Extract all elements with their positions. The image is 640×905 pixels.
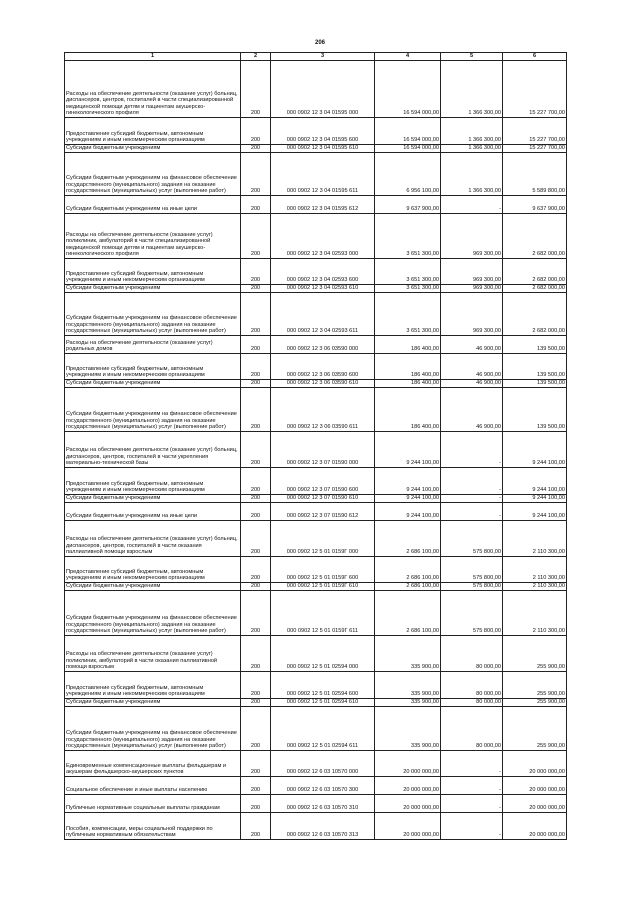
row-budget-code: 000 0902 12 3 06 03590 611 xyxy=(271,388,375,432)
row-executed-amount: 969 300,00 xyxy=(441,285,503,293)
row-budget-code: 000 0902 12 5 01 0159Г 000 xyxy=(271,521,375,557)
row-budget-code: 000 0902 12 3 04 02593 610 xyxy=(271,285,375,293)
row-remaining-amount: 2 110 300,00 xyxy=(503,521,567,557)
table-row xyxy=(65,707,567,751)
row-admin-code: 200 xyxy=(241,61,271,118)
row-name: Предоставление субсидий бюджетным, автономным учреждениям и иным некоммерческим организациям xyxy=(65,468,241,495)
row-executed-amount: 969 300,00 xyxy=(441,214,503,259)
header-col-6: 6 xyxy=(503,53,567,61)
table-row xyxy=(65,777,567,795)
row-remaining-amount: 139 500,00 xyxy=(503,336,567,354)
row-budget-code: 000 0902 12 3 07 01590 610 xyxy=(271,495,375,503)
row-name: Субсидии бюджетным учреждениям xyxy=(65,145,241,153)
row-admin-code: 200 xyxy=(241,354,271,380)
row-budget-code: 000 0902 12 3 06 03590 610 xyxy=(271,380,375,388)
row-name: Расходы на обеспечение деятельности (оказание услуг) больниц, диспансеров, центров, госпиталей в части оказания паллиативной помощи взрослым xyxy=(65,521,241,557)
row-admin-code: 200 xyxy=(241,145,271,153)
header-col-1: 1 xyxy=(65,53,241,61)
table-row xyxy=(65,583,567,591)
row-admin-code: 200 xyxy=(241,336,271,354)
row-executed-amount: 1 366 300,00 xyxy=(441,118,503,145)
row-admin-code: 200 xyxy=(241,196,271,214)
row-budget-code: 000 0902 12 3 04 02593 611 xyxy=(271,293,375,336)
row-executed-amount: 80 000,00 xyxy=(441,672,503,699)
row-name: Субсидии бюджетным учреждениям xyxy=(65,495,241,503)
row-approved-amount: 335 900,00 xyxy=(375,636,441,672)
row-remaining-amount: 255 900,00 xyxy=(503,699,567,707)
row-name: Субсидии бюджетным учреждениям на финансовое обеспечение государственного (муниципального) задания на оказание государственных (муниципальных) услуг (выполнение работ) xyxy=(65,591,241,636)
row-remaining-amount: 5 589 800,00 xyxy=(503,153,567,196)
row-admin-code: 200 xyxy=(241,591,271,636)
row-executed-amount: - xyxy=(441,495,503,503)
row-executed-amount: 46 900,00 xyxy=(441,336,503,354)
row-admin-code: 200 xyxy=(241,813,271,840)
row-admin-code: 200 xyxy=(241,293,271,336)
row-admin-code: 200 xyxy=(241,153,271,196)
row-remaining-amount: 9 244 100,00 xyxy=(503,495,567,503)
row-remaining-amount: 2 682 000,00 xyxy=(503,285,567,293)
row-admin-code: 200 xyxy=(241,699,271,707)
row-admin-code: 200 xyxy=(241,380,271,388)
row-budget-code: 000 0902 12 3 04 02593 000 xyxy=(271,214,375,259)
row-admin-code: 200 xyxy=(241,583,271,591)
row-remaining-amount: 255 900,00 xyxy=(503,636,567,672)
row-admin-code: 200 xyxy=(241,432,271,468)
row-executed-amount: 1 366 300,00 xyxy=(441,145,503,153)
table-row xyxy=(65,388,567,432)
table-row xyxy=(65,354,567,380)
row-approved-amount: 335 900,00 xyxy=(375,672,441,699)
row-approved-amount: 335 900,00 xyxy=(375,707,441,751)
row-remaining-amount: 255 900,00 xyxy=(503,707,567,751)
row-name: Расходы на обеспечение деятельности (оказание услуг) поликлиник, амбулаторий в части специализированной медицинской помощи детям и пациентам акушерско-гинекологического профиля xyxy=(65,214,241,259)
row-budget-code: 000 0902 12 6 03 10570 300 xyxy=(271,777,375,795)
row-approved-amount: 3 651 300,00 xyxy=(375,293,441,336)
table-row xyxy=(65,591,567,636)
row-executed-amount: 80 000,00 xyxy=(441,636,503,672)
row-budget-code: 000 0902 12 5 01 02594 611 xyxy=(271,707,375,751)
row-budget-code: 000 0902 12 3 04 01595 611 xyxy=(271,153,375,196)
row-executed-amount: 46 900,00 xyxy=(441,388,503,432)
table-row xyxy=(65,380,567,388)
row-name: Субсидии бюджетным учреждениям на иные цели xyxy=(65,196,241,214)
row-remaining-amount: 139 500,00 xyxy=(503,380,567,388)
row-executed-amount: - xyxy=(441,432,503,468)
row-admin-code: 200 xyxy=(241,259,271,285)
row-remaining-amount: 9 244 100,00 xyxy=(503,432,567,468)
row-admin-code: 200 xyxy=(241,503,271,521)
row-executed-amount: 969 300,00 xyxy=(441,293,503,336)
row-budget-code: 000 0902 12 5 01 0159Г 611 xyxy=(271,591,375,636)
row-budget-code: 000 0902 12 6 03 10570 000 xyxy=(271,751,375,777)
row-remaining-amount: 139 500,00 xyxy=(503,354,567,380)
row-name: Пособия, компенсации, меры социальной поддержки по публичным нормативным обязательствам xyxy=(65,813,241,840)
table-row xyxy=(65,61,567,118)
row-admin-code: 200 xyxy=(241,672,271,699)
row-name: Субсидии бюджетным учреждениям на финансовое обеспечение государственного (муниципального) задания на оказание государственных (муниципальных) услуг (выполнение работ) xyxy=(65,707,241,751)
row-admin-code: 200 xyxy=(241,751,271,777)
row-executed-amount: - xyxy=(441,795,503,813)
row-approved-amount: 186 400,00 xyxy=(375,336,441,354)
row-budget-code: 000 0902 12 3 06 03590 000 xyxy=(271,336,375,354)
row-remaining-amount: 20 000 000,00 xyxy=(503,751,567,777)
row-approved-amount: 3 651 300,00 xyxy=(375,285,441,293)
row-approved-amount: 3 651 300,00 xyxy=(375,259,441,285)
row-name: Субсидии бюджетным учреждениям на иные цели xyxy=(65,503,241,521)
row-approved-amount: 9 244 100,00 xyxy=(375,468,441,495)
row-executed-amount: 46 900,00 xyxy=(441,380,503,388)
table-row xyxy=(65,521,567,557)
row-executed-amount: - xyxy=(441,751,503,777)
row-remaining-amount: 2 110 300,00 xyxy=(503,583,567,591)
row-budget-code: 000 0902 12 3 07 01590 000 xyxy=(271,432,375,468)
row-approved-amount: 186 400,00 xyxy=(375,380,441,388)
row-executed-amount: - xyxy=(441,503,503,521)
row-approved-amount: 20 000 000,00 xyxy=(375,813,441,840)
header-col-5: 5 xyxy=(441,53,503,61)
row-name: Предоставление субсидий бюджетным, автономным учреждениям и иным некоммерческим организациям xyxy=(65,557,241,583)
row-budget-code: 000 0902 12 5 01 0159Г 610 xyxy=(271,583,375,591)
table-row xyxy=(65,636,567,672)
table-row xyxy=(65,259,567,285)
row-admin-code: 200 xyxy=(241,495,271,503)
row-admin-code: 200 xyxy=(241,795,271,813)
row-name: Предоставление субсидий бюджетным, автономным учреждениям и иным некоммерческим организациям xyxy=(65,354,241,380)
row-approved-amount: 186 400,00 xyxy=(375,388,441,432)
row-name: Расходы на обеспечение деятельности (оказание услуг) больниц, диспансеров, центров, госпиталей в части специализированной медицинской помощи детям и пациентам акушерско-гинекологического профиля xyxy=(65,61,241,118)
row-executed-amount: - xyxy=(441,468,503,495)
row-executed-amount: 1 366 300,00 xyxy=(441,61,503,118)
row-name: Субсидии бюджетным учреждениям на финансовое обеспечение государственного (муниципального) задания на оказание государственных (муниципальных) услуг (выполнение работ) xyxy=(65,293,241,336)
table-row xyxy=(65,196,567,214)
row-approved-amount: 9 244 100,00 xyxy=(375,495,441,503)
row-name: Субсидии бюджетным учреждениям на финансовое обеспечение государственного (муниципального) задания на оказание государственных (муниципальных) услуг (выполнение работ) xyxy=(65,153,241,196)
table-header-row xyxy=(65,53,567,61)
row-admin-code: 200 xyxy=(241,777,271,795)
row-executed-amount: - xyxy=(441,777,503,795)
table-row xyxy=(65,285,567,293)
table-row xyxy=(65,503,567,521)
row-approved-amount: 16 594 000,00 xyxy=(375,145,441,153)
table-row xyxy=(65,751,567,777)
table-row xyxy=(65,468,567,495)
row-executed-amount: - xyxy=(441,196,503,214)
row-executed-amount: 575 800,00 xyxy=(441,557,503,583)
header-col-2: 2 xyxy=(241,53,271,61)
row-approved-amount: 186 400,00 xyxy=(375,354,441,380)
table-row xyxy=(65,153,567,196)
row-name: Публичные нормативные социальные выплаты гражданам xyxy=(65,795,241,813)
row-admin-code: 200 xyxy=(241,118,271,145)
row-approved-amount: 2 686 100,00 xyxy=(375,591,441,636)
row-budget-code: 000 0902 12 5 01 0159Г 600 xyxy=(271,557,375,583)
row-name: Единовременные компенсационные выплаты фельдшерам и акушерам фельдшерско-акушерских пунктов xyxy=(65,751,241,777)
row-approved-amount: 20 000 000,00 xyxy=(375,751,441,777)
row-remaining-amount: 15 227 700,00 xyxy=(503,145,567,153)
row-approved-amount: 20 000 000,00 xyxy=(375,795,441,813)
table-row xyxy=(65,795,567,813)
table-row xyxy=(65,118,567,145)
row-executed-amount: - xyxy=(441,813,503,840)
row-budget-code: 000 0902 12 3 04 01595 600 xyxy=(271,118,375,145)
row-name: Расходы на обеспечение деятельности (оказание услуг) родильных домов xyxy=(65,336,241,354)
row-remaining-amount: 2 110 300,00 xyxy=(503,557,567,583)
row-budget-code: 000 0902 12 3 04 01595 610 xyxy=(271,145,375,153)
row-name: Социальное обеспечение и иные выплаты населению xyxy=(65,777,241,795)
table-body xyxy=(65,61,567,840)
row-remaining-amount: 9 244 100,00 xyxy=(503,468,567,495)
row-budget-code: 000 0902 12 3 04 01595 000 xyxy=(271,61,375,118)
row-admin-code: 200 xyxy=(241,557,271,583)
row-budget-code: 000 0902 12 3 04 02593 600 xyxy=(271,259,375,285)
row-remaining-amount: 20 000 000,00 xyxy=(503,795,567,813)
row-remaining-amount: 15 227 700,00 xyxy=(503,118,567,145)
row-admin-code: 200 xyxy=(241,707,271,751)
row-admin-code: 200 xyxy=(241,468,271,495)
row-budget-code: 000 0902 12 5 01 02594 610 xyxy=(271,699,375,707)
row-executed-amount: 969 300,00 xyxy=(441,259,503,285)
row-admin-code: 200 xyxy=(241,285,271,293)
row-admin-code: 200 xyxy=(241,214,271,259)
row-remaining-amount: 20 000 000,00 xyxy=(503,813,567,840)
row-name: Расходы на обеспечение деятельности (оказание услуг) поликлиник, амбулаторий в части оказания паллиативной помощи взрослым xyxy=(65,636,241,672)
row-budget-code: 000 0902 12 6 03 10570 310 xyxy=(271,795,375,813)
table-row xyxy=(65,432,567,468)
row-remaining-amount: 20 000 000,00 xyxy=(503,777,567,795)
row-executed-amount: 1 366 300,00 xyxy=(441,153,503,196)
row-admin-code: 200 xyxy=(241,636,271,672)
table-row xyxy=(65,813,567,840)
row-executed-amount: 80 000,00 xyxy=(441,707,503,751)
row-name: Предоставление субсидий бюджетным, автономным учреждениям и иным некоммерческим организациям xyxy=(65,259,241,285)
row-approved-amount: 335 900,00 xyxy=(375,699,441,707)
row-remaining-amount: 9 637 900,00 xyxy=(503,196,567,214)
row-approved-amount: 9 244 100,00 xyxy=(375,503,441,521)
row-executed-amount: 80 000,00 xyxy=(441,699,503,707)
row-name: Предоставление субсидий бюджетным, автономным учреждениям и иным некоммерческим организациям xyxy=(65,118,241,145)
row-budget-code: 000 0902 12 5 01 02594 000 xyxy=(271,636,375,672)
table-row xyxy=(65,145,567,153)
row-executed-amount: 575 800,00 xyxy=(441,583,503,591)
row-budget-code: 000 0902 12 5 01 02594 600 xyxy=(271,672,375,699)
row-approved-amount: 20 000 000,00 xyxy=(375,777,441,795)
row-approved-amount: 6 956 100,00 xyxy=(375,153,441,196)
row-approved-amount: 2 686 100,00 xyxy=(375,521,441,557)
row-approved-amount: 9 244 100,00 xyxy=(375,432,441,468)
row-admin-code: 200 xyxy=(241,388,271,432)
row-remaining-amount: 2 682 000,00 xyxy=(503,214,567,259)
row-executed-amount: 575 800,00 xyxy=(441,591,503,636)
budget-table xyxy=(64,52,567,840)
table-row xyxy=(65,699,567,707)
row-budget-code: 000 0902 12 3 06 03590 600 xyxy=(271,354,375,380)
row-approved-amount: 16 594 000,00 xyxy=(375,61,441,118)
row-name: Субсидии бюджетным учреждениям xyxy=(65,380,241,388)
row-admin-code: 200 xyxy=(241,521,271,557)
row-executed-amount: 46 900,00 xyxy=(441,354,503,380)
row-approved-amount: 9 637 900,00 xyxy=(375,196,441,214)
row-name: Субсидии бюджетным учреждениям xyxy=(65,583,241,591)
row-name: Субсидии бюджетным учреждениям xyxy=(65,699,241,707)
row-approved-amount: 2 686 100,00 xyxy=(375,583,441,591)
row-remaining-amount: 2 110 300,00 xyxy=(503,591,567,636)
row-budget-code: 000 0902 12 3 07 01590 612 xyxy=(271,503,375,521)
row-remaining-amount: 2 682 000,00 xyxy=(503,293,567,336)
table-row xyxy=(65,495,567,503)
row-name: Предоставление субсидий бюджетным, автономным учреждениям и иным некоммерческим организациям xyxy=(65,672,241,699)
row-remaining-amount: 255 900,00 xyxy=(503,672,567,699)
row-name: Расходы на обеспечение деятельности (оказание услуг) больниц, диспансеров, центров, госпиталей в части укрепления материально-технической базы xyxy=(65,432,241,468)
row-budget-code: 000 0902 12 3 07 01590 600 xyxy=(271,468,375,495)
table-row xyxy=(65,672,567,699)
header-col-3: 3 xyxy=(271,53,375,61)
table-row xyxy=(65,293,567,336)
table-row xyxy=(65,214,567,259)
row-remaining-amount: 15 227 700,00 xyxy=(503,61,567,118)
row-name: Субсидии бюджетным учреждениям на финансовое обеспечение государственного (муниципального) задания на оказание государственных (муниципальных) услуг (выполнение работ) xyxy=(65,388,241,432)
row-budget-code: 000 0902 12 3 04 01595 612 xyxy=(271,196,375,214)
row-executed-amount: 575 800,00 xyxy=(441,521,503,557)
row-remaining-amount: 139 500,00 xyxy=(503,388,567,432)
row-remaining-amount: 9 244 100,00 xyxy=(503,503,567,521)
row-budget-code: 000 0902 12 6 03 10570 313 xyxy=(271,813,375,840)
page-number: 206 xyxy=(314,40,325,46)
row-name: Субсидии бюджетным учреждениям xyxy=(65,285,241,293)
row-approved-amount: 3 651 300,00 xyxy=(375,214,441,259)
header-col-4: 4 xyxy=(375,53,441,61)
row-approved-amount: 16 594 000,00 xyxy=(375,118,441,145)
row-remaining-amount: 2 682 000,00 xyxy=(503,259,567,285)
table-row xyxy=(65,557,567,583)
row-approved-amount: 2 686 100,00 xyxy=(375,557,441,583)
table-row xyxy=(65,336,567,354)
